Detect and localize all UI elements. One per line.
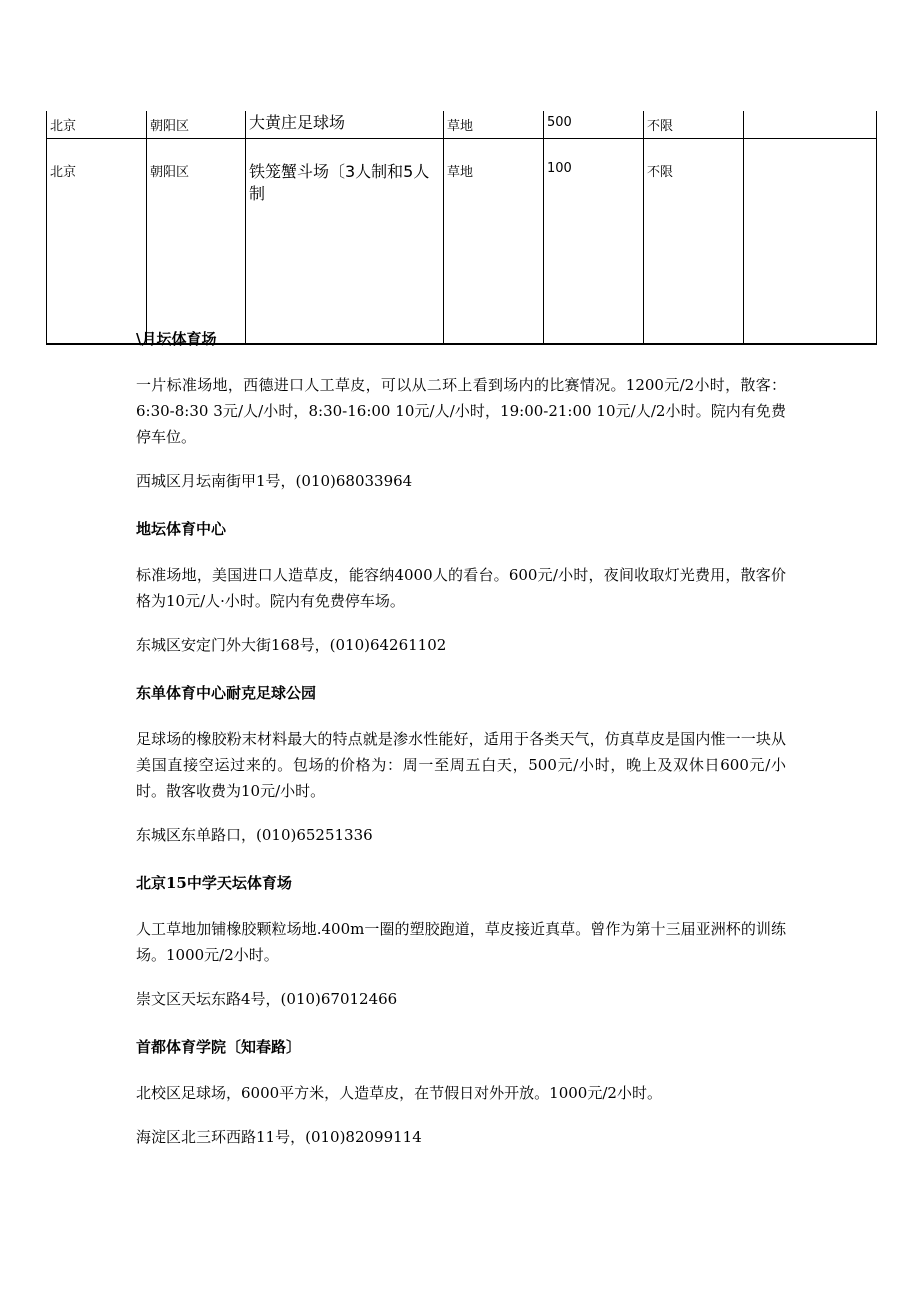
venue-description: 足球场的橡胶粉末材料最大的特点就是渗水性能好，适用于各类天气，仿真草皮是国内惟一一块从美国直接空运过来的。包场的价格为：周一至周五白天，500元/小时，晚上及双休日600元/小时。散客收费为10元/小时。 xyxy=(136,730,786,800)
cell-venue-name: 铁笼蟹斗场〔3人制和5人制 xyxy=(246,139,444,345)
cell-capacity: 100 xyxy=(544,139,644,345)
venue-table xyxy=(46,111,877,345)
venue-title: \月坛体育场 xyxy=(136,330,217,348)
cell-district: 朝阳区 xyxy=(147,111,246,139)
table-row xyxy=(47,111,877,139)
cell-city: 北京 xyxy=(47,139,147,345)
table-row xyxy=(47,139,877,345)
cell-district: 朝阳区 xyxy=(147,139,246,345)
cell-venue-name: 大黄庄足球场 xyxy=(246,111,444,139)
venue-address: 海淀区北三环西路11号，(010)82099114 xyxy=(136,1128,422,1146)
venue-address: 东城区安定门外大街168号，(010)64261102 xyxy=(136,636,447,654)
venue-section xyxy=(136,870,786,1012)
venue-section xyxy=(136,1034,786,1150)
cell-surface: 草地 xyxy=(444,139,544,345)
cell-city: 北京 xyxy=(47,111,147,139)
venue-address: 崇文区天坛东路4号，(010)67012466 xyxy=(136,990,398,1008)
cell-restriction: 不限 xyxy=(644,139,744,345)
venue-section xyxy=(136,516,786,658)
venue-list xyxy=(136,326,786,1172)
cell-extra xyxy=(744,111,877,139)
cell-capacity: 500 xyxy=(544,111,644,139)
venue-section xyxy=(136,680,786,848)
venue-title: 东单体育中心耐克足球公园 xyxy=(136,684,317,702)
cell-surface: 草地 xyxy=(444,111,544,139)
cell-restriction: 不限 xyxy=(644,111,744,139)
venue-description: 人工草地加铺橡胶颗粒场地.400m一圈的塑胶跑道，草皮接近真草。曾作为第十三届亚洲杯的训练场。1000元/2小时。 xyxy=(136,920,786,964)
venue-address: 西城区月坛南街甲1号，(010)68033964 xyxy=(136,472,413,490)
venue-description: 一片标准场地，西德进口人工草皮，可以从二环上看到场内的比赛情况。1200元/2小时，散客：6:30-8:30 3元/人/小时，8:30-16:00 10元/人/小时，19:00-21:00 10元/人/2小时。院内有免费停车位。 xyxy=(136,376,786,446)
venue-section xyxy=(136,326,786,494)
venue-description: 标准场地，美国进口人造草皮，能容纳4000人的看台。600元/小时，夜间收取灯光费用，散客价格为10元/人·小时。院内有免费停车场。 xyxy=(136,566,786,610)
venue-title: 首都体育学院〔知春路〕 xyxy=(136,1038,302,1056)
venue-title: 北京15中学天坛体育场 xyxy=(136,874,292,892)
venue-title: 地坛体育中心 xyxy=(136,520,227,538)
venue-address: 东城区东单路口，(010)65251336 xyxy=(136,826,373,844)
cell-extra xyxy=(744,139,877,345)
venue-description: 北校区足球场，6000平方米，人造草皮，在节假日对外开放。1000元/2小时。 xyxy=(136,1084,662,1102)
